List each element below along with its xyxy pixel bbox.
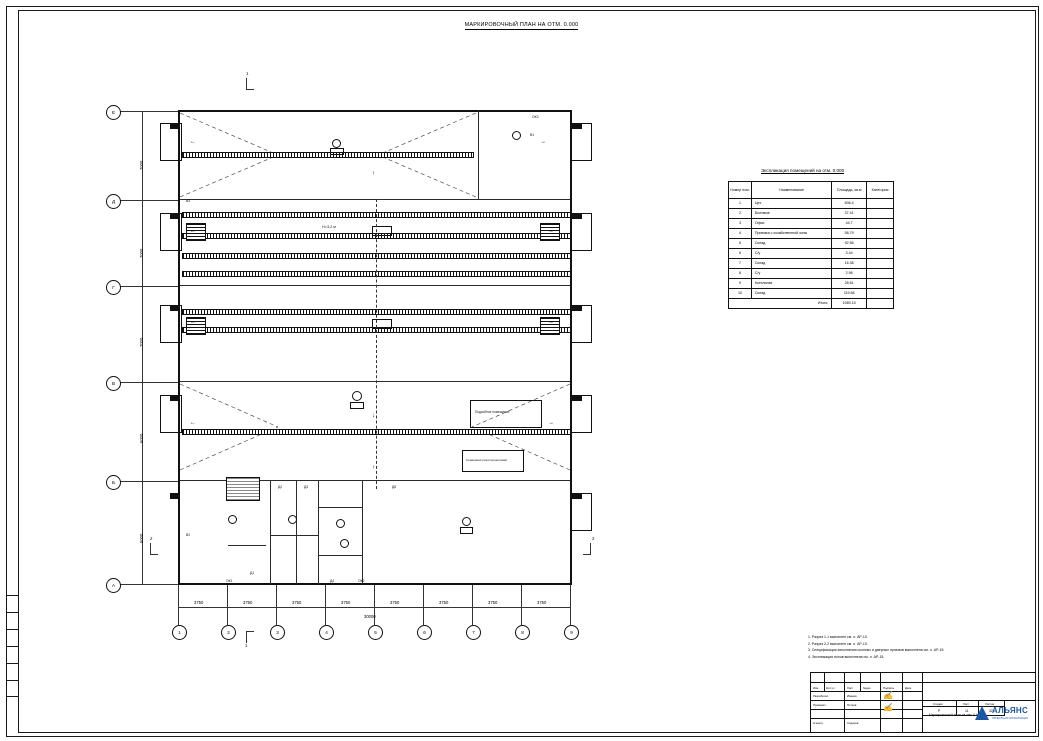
- axis-bubble-b: Б: [106, 475, 121, 490]
- cell-category: [867, 289, 894, 299]
- axis-bubble-6: 6: [417, 625, 432, 640]
- axis-bubble-1: 1: [172, 625, 187, 640]
- room-podsobnoe: [470, 400, 542, 428]
- stamp-col-koluch: [825, 673, 845, 683]
- cell-area: 506.4: [832, 199, 867, 209]
- room-podsobnoe-label: Подсобное помещение: [475, 410, 510, 414]
- flow-arrow-left-4: ←: [190, 420, 196, 426]
- flow-arrow-right-1: →: [540, 139, 546, 145]
- stamp-cell-r1c3: [845, 683, 861, 692]
- bottom-dim-5: 3750: [390, 600, 400, 605]
- tag-v1: В1: [530, 133, 535, 137]
- flow-arrow-right-3: →: [548, 319, 554, 325]
- tag-d5: Д5: [392, 485, 397, 489]
- cell-category: [867, 249, 894, 259]
- cell-category: [867, 239, 894, 249]
- stamp-drawing-title: Маркировочный план на отм. 0.000: [929, 713, 982, 717]
- note-3: 3. Спецификация заполнения оконных и дверных проемов выполнена см. л. АР-15.: [808, 648, 945, 653]
- tag-d3: Д3: [304, 485, 309, 489]
- cell-area: 3.44: [832, 249, 867, 259]
- stamp-col-izm: [811, 673, 825, 683]
- stamp-col-ndok: [861, 673, 881, 683]
- room-wall-h1: [270, 535, 318, 536]
- left-dim-2: 7000: [139, 248, 144, 258]
- note-2: 2. Разрез 2-2 выполнен см. л. АР-10.: [808, 641, 868, 646]
- stamp-role-label-3: Н.контр.: [813, 721, 824, 725]
- stamp-cell-r1c2: [825, 683, 845, 692]
- bottom-dim-3: 3750: [292, 600, 302, 605]
- stamp-col-data: [903, 673, 923, 683]
- tag-v3: В3: [186, 199, 191, 203]
- pilaster-left-5: [170, 493, 180, 499]
- dot-axis-b: [182, 381, 570, 382]
- axis-bubble-g: Г: [106, 280, 121, 295]
- beam-bay-1: [182, 152, 474, 158]
- cell-category: [867, 259, 894, 269]
- cell-category: [867, 279, 894, 289]
- room-server: [462, 450, 524, 472]
- stamp-stage-value: Р: [938, 709, 941, 713]
- equipment-box-bay-2: [372, 226, 392, 236]
- company-logo: [973, 701, 1033, 729]
- stamp-col-podpis: [881, 673, 903, 683]
- explication-th-number: Номер пом.: [729, 182, 752, 199]
- left-margin-revision-stub: [7, 595, 18, 697]
- stamp-cell-r1c6: [903, 683, 923, 692]
- note-4: 4. Экспликация полов выполнена см. л. АР-15.: [808, 654, 885, 659]
- stamp-col-list: [845, 673, 861, 683]
- cell-name: С/у: [751, 249, 831, 259]
- stamp-name-label-1: Иванов: [847, 694, 857, 698]
- fixture-1: [332, 139, 341, 148]
- window-block-right-5: [570, 493, 592, 531]
- axis-bubble-e: Е: [106, 105, 121, 120]
- stamp-header-ndok: №док.: [863, 686, 872, 690]
- axis-bubble-3: 3: [270, 625, 285, 640]
- stamp-stage-label: Стадия: [933, 702, 943, 706]
- fixture-3: [352, 391, 362, 401]
- flow-arrow-3: ↑: [372, 465, 375, 471]
- room-wall-h2: [318, 507, 362, 508]
- table-row: [729, 209, 894, 219]
- stamp-date-4: [903, 719, 923, 732]
- cell-area: 2.96: [832, 269, 867, 279]
- cell-name: Офис: [751, 219, 831, 229]
- cell-number: 5: [729, 239, 752, 249]
- floor-plan: [100, 71, 620, 655]
- stamp-header-podpis: Подпись: [883, 686, 895, 690]
- stamp-date-1: [903, 692, 923, 701]
- cell-name: Склад: [751, 239, 831, 249]
- room-wall-v1: [270, 481, 271, 584]
- table-total-row: [729, 299, 894, 309]
- flow-arrow-right-4: →: [548, 420, 554, 426]
- beam-bay-2-low: [182, 253, 572, 259]
- cell-number: 7: [729, 259, 752, 269]
- cell-number: 10: [729, 289, 752, 299]
- left-dim-1: 7000: [139, 160, 144, 170]
- cell-area: 92.56: [832, 239, 867, 249]
- stamp-role-3: [811, 710, 845, 719]
- flow-arrow-2: ↓: [372, 413, 375, 419]
- stamp-header-koluch: Кол.уч.: [826, 686, 836, 690]
- explication-body: [729, 199, 894, 309]
- flow-arrow-right-2: →: [548, 228, 554, 234]
- cell-name: Склад: [751, 289, 831, 299]
- left-dim-4: 6000: [139, 433, 144, 443]
- cell-number: 2: [729, 209, 752, 219]
- room-wall-v3: [318, 481, 319, 584]
- cell-name: Бытовые: [751, 209, 831, 219]
- window-block-left-2: [160, 213, 182, 251]
- center-axis-line: [376, 199, 377, 489]
- stamp-sheet-label: Лист: [963, 702, 970, 706]
- fixture-1-base: [330, 148, 344, 155]
- signature-2: ✍: [883, 703, 893, 712]
- tag-d4: Д4: [330, 579, 335, 583]
- cell-name: С/у: [751, 269, 831, 279]
- stamp-cell-r1c4: [861, 683, 881, 692]
- cell-area: 119.58: [832, 289, 867, 299]
- fixture-6: [336, 519, 345, 528]
- explication-table-block: [728, 168, 894, 309]
- cell-area: 16.38: [832, 259, 867, 269]
- cell-name: Котельная: [751, 279, 831, 289]
- stamp-role-label-2: Проверил: [813, 703, 826, 707]
- fixture-3-base: [350, 402, 364, 409]
- stamp-name-label-3: Сидоров: [847, 721, 859, 725]
- beam-bay-4: [182, 429, 572, 435]
- bottom-dim-7: 3750: [488, 600, 498, 605]
- fixture-8: [462, 517, 471, 526]
- room-server-label: Серверная (электрощитовая): [466, 458, 508, 462]
- flow-arrow-left-3: ←: [190, 319, 196, 325]
- tag-v2: В2: [186, 533, 191, 537]
- axis-bubble-7: 7: [466, 625, 481, 640]
- total-label: Итого:: [729, 299, 832, 309]
- bottom-dim-2: 3750: [243, 600, 253, 605]
- stamp-header-list: Лист: [847, 686, 854, 690]
- total-value: 1089.15: [832, 299, 867, 309]
- cell-name: Склад: [751, 259, 831, 269]
- cell-area: 58.79: [832, 229, 867, 239]
- internal-wall-g: [180, 285, 570, 286]
- note-1: 1. Разрез 1-1 выполнен см. л. АР-10.: [808, 635, 868, 639]
- stamp-date-3: [903, 710, 923, 719]
- fixture-7: [340, 539, 349, 548]
- table-row: [729, 239, 894, 249]
- cell-name: Цех: [751, 199, 831, 209]
- company-name: АЛЬЯНС: [992, 706, 1029, 715]
- room-wall-v2: [296, 481, 297, 584]
- cell-category: [867, 229, 894, 239]
- axis-bubble-2: 2: [221, 625, 236, 640]
- sheet-top-title-text: МАРКИРОВОЧНЫЙ ПЛАН НА ОТМ. 0.000: [464, 22, 579, 28]
- stamp-role-label-1: Разработал: [813, 694, 829, 698]
- section-mark-1-label: 1: [246, 71, 249, 76]
- equipment-box-bay-3: [372, 319, 392, 329]
- stamp-cell-r1c1: [811, 683, 825, 692]
- cell-number: 4: [729, 229, 752, 239]
- stamp-sheets-value: 32: [989, 709, 993, 713]
- cell-number: 1: [729, 199, 752, 209]
- flow-arrow-left-1: ←: [190, 139, 196, 145]
- left-dim-3: 7000: [139, 337, 144, 347]
- explication-th-category: Категория: [867, 182, 894, 199]
- grate-left-bay-2: [186, 223, 206, 241]
- stamp-sheets-label: Листов: [985, 702, 995, 706]
- tag-d2: Д2: [278, 485, 283, 489]
- axis-bubble-9: 9: [564, 625, 579, 640]
- stamp-header-izm: Изм.: [813, 686, 819, 690]
- left-dim-5: 6000: [139, 533, 144, 543]
- company-subtitle: ПРОЕКТНАЯ ОРГАНИЗАЦИЯ: [992, 717, 1028, 720]
- stamp-right-upper: [923, 673, 1035, 683]
- tag-ok3: ОК3: [532, 115, 539, 119]
- stamp-name-label-2: Петров: [847, 703, 857, 707]
- tag-ok1: ОК1: [226, 579, 233, 583]
- stamp-sheet-value: 11: [965, 709, 969, 713]
- stamp-title-cell: [923, 683, 1035, 701]
- signature-1: ✍: [883, 691, 893, 700]
- axis-bubble-d: Д: [106, 194, 121, 209]
- cell-area: 28.61: [832, 279, 867, 289]
- sheet-top-title: [0, 22, 1043, 28]
- cell-category: [867, 269, 894, 279]
- beam-bay-2-bottom: [182, 271, 572, 277]
- tag-ok2: ОК2: [358, 579, 365, 583]
- axis-bubble-4: 4: [319, 625, 334, 640]
- window-block-right-3: [570, 305, 592, 343]
- explication-header-row: [729, 182, 894, 199]
- beam-bay-2-top: [182, 212, 572, 218]
- cell-number: 8: [729, 269, 752, 279]
- table-row: [729, 289, 894, 299]
- cell-area: 37.41: [832, 209, 867, 219]
- room-wall-v4: [362, 481, 363, 584]
- cell-name: Приемка с хозяйственной зоны: [751, 229, 831, 239]
- handrail: [228, 545, 266, 546]
- axis-bubble-a: А: [106, 578, 121, 593]
- bottom-dim-4: 3750: [341, 600, 351, 605]
- explication-table: [728, 181, 894, 309]
- table-row: [729, 279, 894, 289]
- cell-category: [867, 209, 894, 219]
- section-mark-2-label: 2: [150, 536, 153, 541]
- table-row: [729, 219, 894, 229]
- height-note: Н=3,2 м: [322, 225, 336, 229]
- cell-number: 6: [729, 249, 752, 259]
- stamp-name-3: [845, 710, 881, 719]
- table-row: [729, 249, 894, 259]
- flow-arrow-1: ↑: [372, 171, 375, 177]
- table-row: [729, 199, 894, 209]
- grate-left-bay-3: [186, 317, 206, 335]
- axis-bubble-5: 5: [368, 625, 383, 640]
- staircase: [226, 477, 260, 501]
- window-block-right-2: [570, 213, 592, 251]
- bottom-dim-total: 30000: [364, 614, 376, 619]
- room-wall-h3: [318, 555, 362, 556]
- stamp-date-2: [903, 701, 923, 710]
- window-block-left-3: [160, 305, 182, 343]
- general-notes: [808, 634, 944, 660]
- table-row: [729, 229, 894, 239]
- tag-d1: Д1: [250, 571, 255, 575]
- explication-th-name: Наименование: [751, 182, 831, 199]
- bottom-dim-6: 3750: [439, 600, 449, 605]
- section-mark-2b-label: 2: [592, 536, 595, 541]
- beam-bay-3-top: [182, 309, 572, 315]
- bottom-dim-1: 3750: [194, 600, 204, 605]
- flow-arrow-left-2: ←: [190, 228, 196, 234]
- cell-category: [867, 219, 894, 229]
- building-wall-bottom: [178, 583, 572, 585]
- explication-th-area: Площадь, кв.м: [832, 182, 867, 199]
- title-block: [810, 672, 1036, 733]
- section-mark-1b-label: 1: [245, 643, 248, 648]
- window-block-right-4: [570, 395, 592, 433]
- fixture-4: [228, 515, 237, 524]
- stamp-header-data: Дата: [905, 686, 912, 690]
- fixture-5: [288, 515, 297, 524]
- stamp-sign-4: [881, 719, 903, 732]
- table-row: [729, 269, 894, 279]
- bottom-dim-8: 3750: [537, 600, 547, 605]
- cell-category: [867, 199, 894, 209]
- cell-area: 44.7: [832, 219, 867, 229]
- cell-number: 9: [729, 279, 752, 289]
- logo-triangle-icon: [975, 706, 989, 720]
- fixture-8-base: [460, 527, 473, 534]
- fixture-2: [512, 131, 521, 140]
- table-row: [729, 259, 894, 269]
- explication-caption: Экспликация помещений на отм. 0.000: [761, 168, 845, 173]
- total-category: [867, 299, 894, 309]
- axis-bubble-8: 8: [515, 625, 530, 640]
- cell-number: 3: [729, 219, 752, 229]
- axis-bubble-v: В: [106, 376, 121, 391]
